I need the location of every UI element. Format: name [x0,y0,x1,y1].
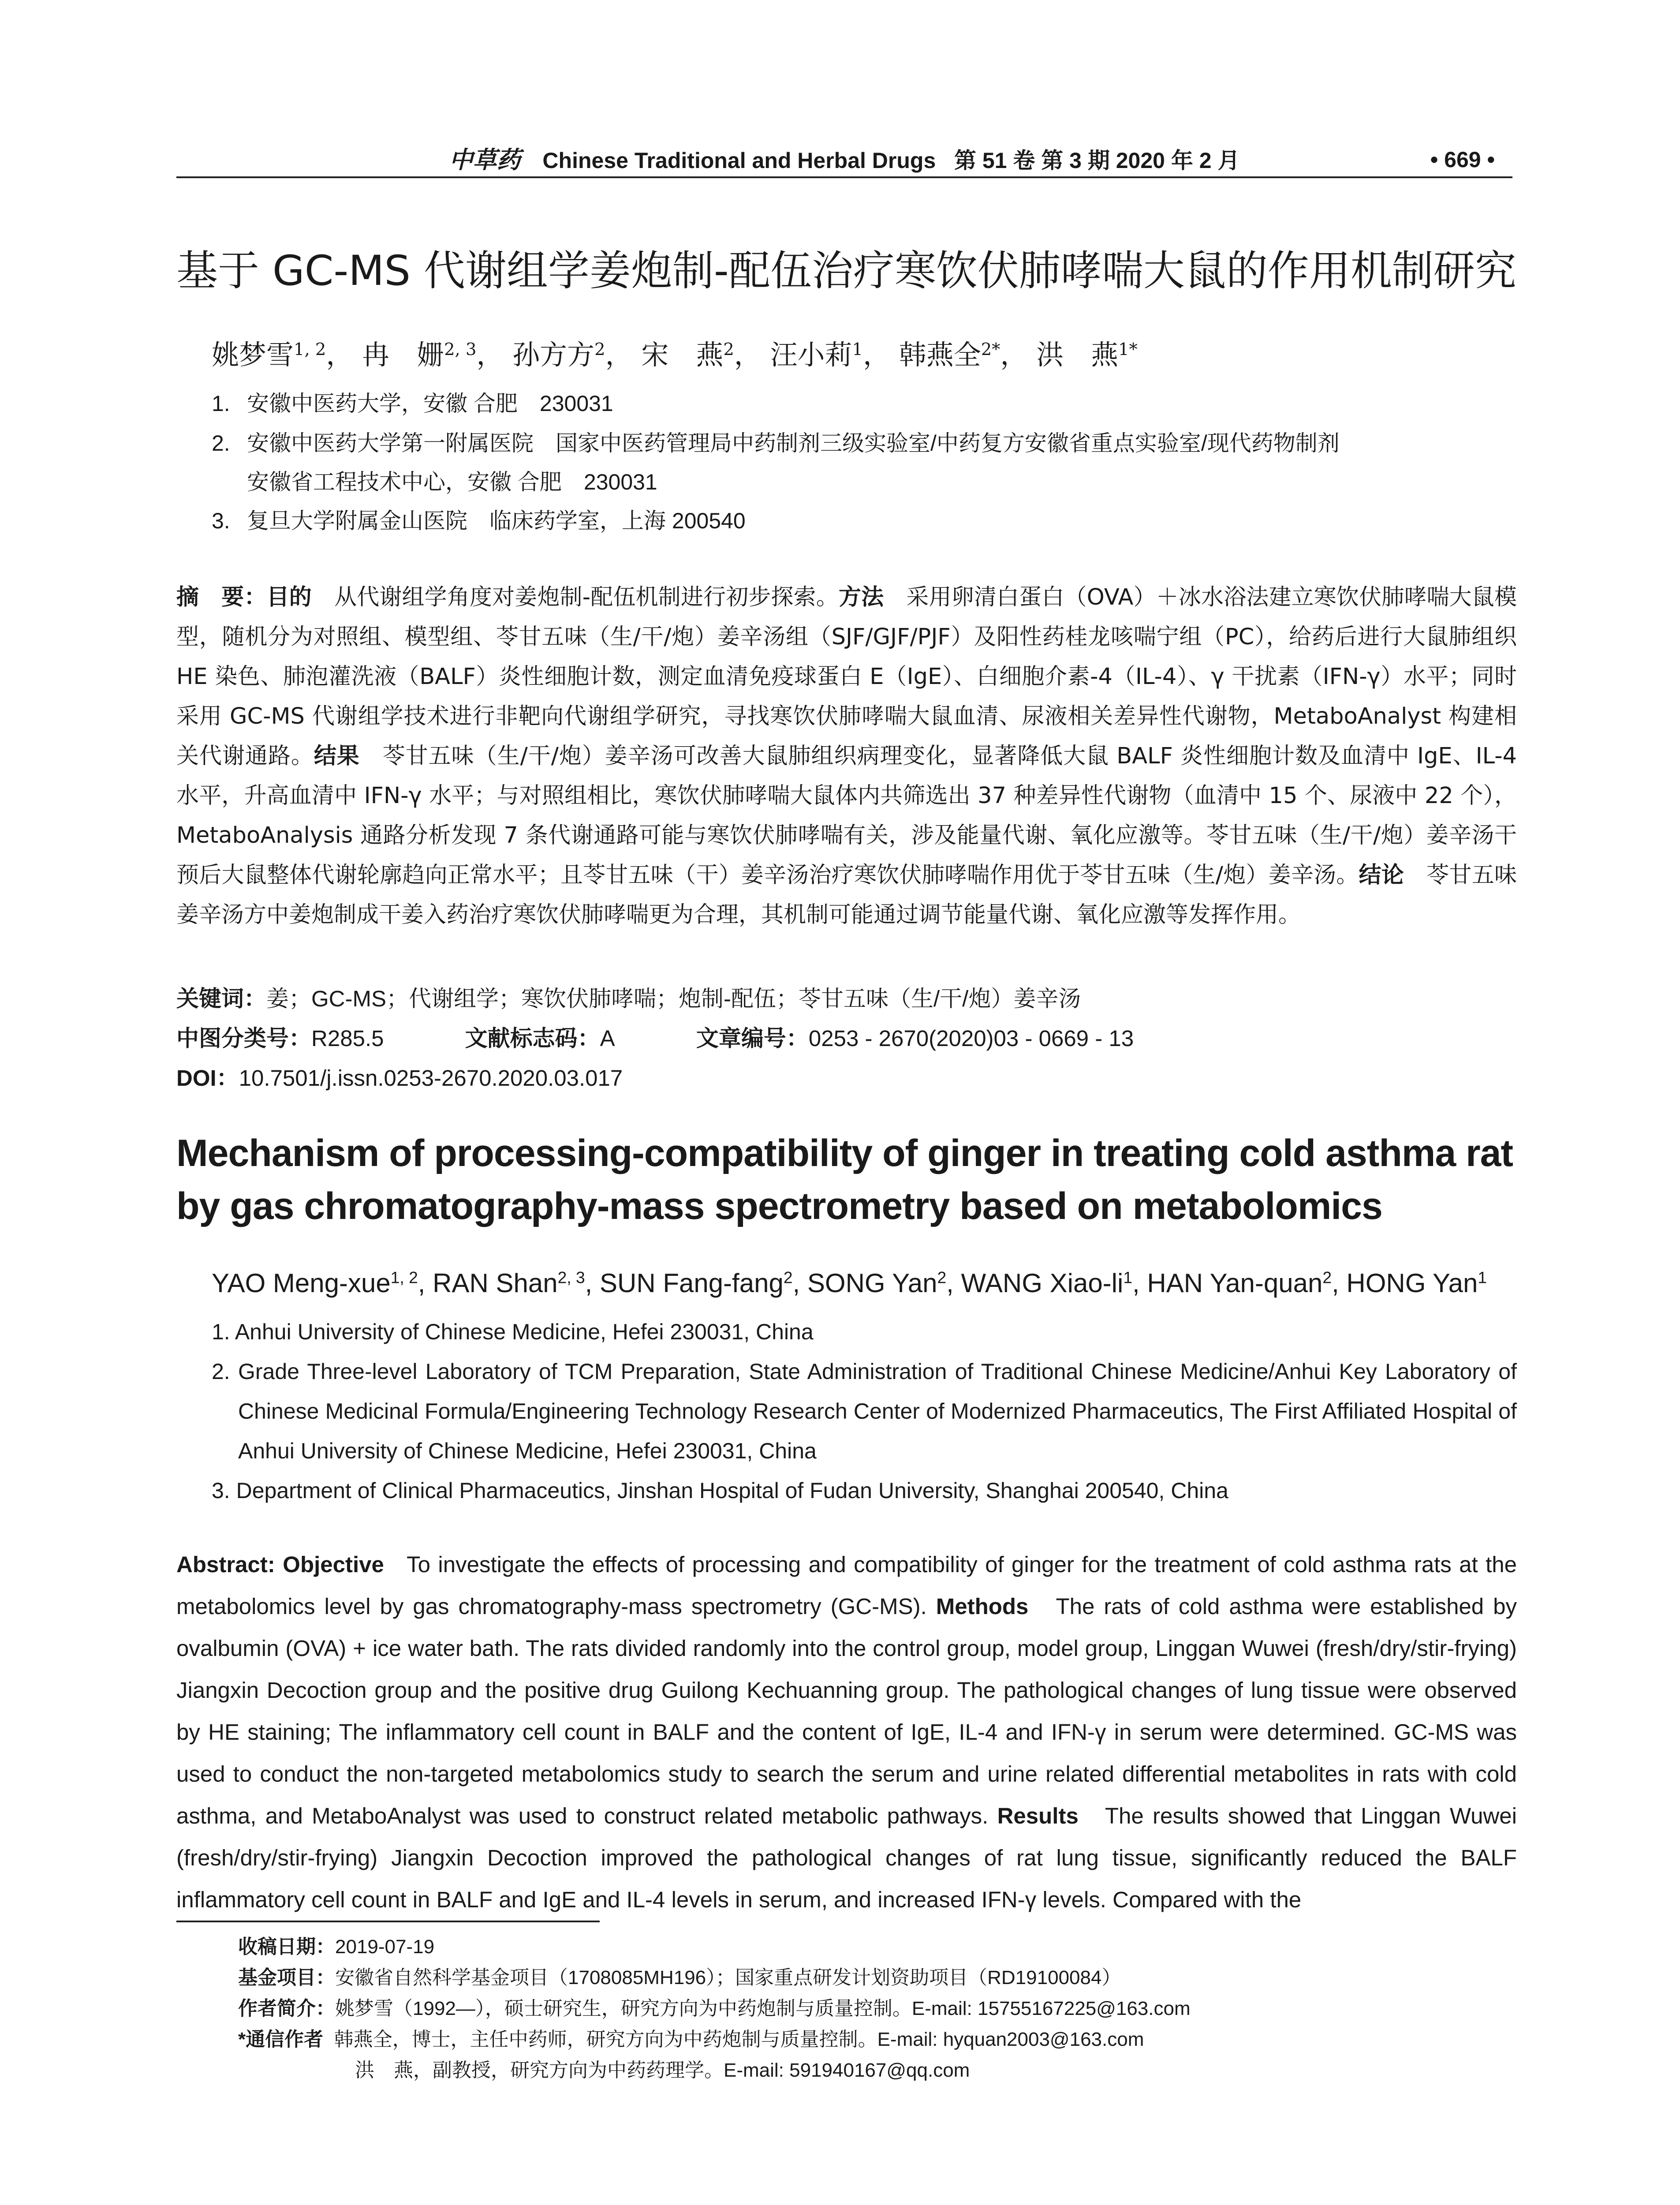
author-sup: 1, 2 [294,339,326,359]
journal-logo-cn: 中草药 [449,146,521,174]
author-cn: 姚梦雪 [212,339,294,371]
page-number: • 669 • [1430,147,1495,172]
author-cn: 汪小莉 [770,339,852,371]
affiliation-en: 1. Anhui University of Chinese Medicine, Hefei 230031, China [212,1319,814,1344]
header-rule [176,176,1512,178]
abstract-label: 摘 要： [176,584,267,610]
affiliation-en: 3. Department of Clinical Pharmaceutics, Jinshan Hospital of Fudan University, Shanghai 200540, China [212,1478,1228,1503]
conclusion-label: 结论 [1359,862,1404,888]
corresponding-author-2: 洪 燕，副教授，研究方向为中药药理学。E-mail: 591940167@qq.com [355,2059,970,2081]
results-label: 结果 [314,743,360,769]
affiliation-cn: 1. 安徽中医药大学，安徽 合肥 230031 [212,391,613,416]
footnote-rule [176,1921,600,1922]
affiliations-en [212,1312,1517,1510]
methods-en-label: Methods [936,1594,1029,1619]
objective-en-label: Objective [283,1552,384,1577]
author-sup: 2* [981,339,1001,359]
objective-text: 从代谢组学角度对姜炮制-配伍机制进行初步探索。 [334,584,839,610]
objective-label: 目的 [266,584,312,610]
author-cn: 孙方方 [512,339,595,371]
classification: 中图分类号：R285.5 文献标志码：A 文章编号：0253 - 2670(2020)03 - 0669 - 13 [176,1026,1134,1051]
keywords [176,979,1081,1019]
methods-label: 方法 [838,584,884,610]
received-date: 收稿日期：2019-07-19 [238,1936,435,1958]
author-bio: 作者简介：姚梦雪（1992—），硕士研究生，研究方向为中药炮制与质量控制。E-mail: 15755167225@163.com [238,1998,1191,2019]
conclusion-text: 苓甘五味姜辛汤方中姜炮制成干姜入药治疗寒饮伏肺哮喘更为合理，其机制可能通过调节能量代谢、氧化应激等发挥作用。 [176,862,1517,928]
keywords-text: 姜；GC-MS；代谢组学；寒饮伏肺哮喘；炮制-配伍；苓甘五味（生/干/炮）姜辛汤 [266,986,1081,1011]
author-sup: 1 [852,339,863,359]
running-header [176,142,1512,177]
doc-code: A [600,1026,615,1051]
journal-name-en: Chinese Traditional and Herbal Drugs [542,148,936,173]
author-cn: 冉 姗 [362,339,444,371]
author-sup: 2, 3 [444,339,477,359]
title-cn: 基于 GC-MS 代谢组学姜炮制-配伍治疗寒饮伏肺哮喘大鼠的作用机制研究 [176,247,1516,295]
affiliation-cn: 3. 复旦大学附属金山医院 临床药学室，上海 200540 [212,508,746,533]
authors-en: YAO Meng-xue$^{1, 2}$, RAN Shan$^{2, 3}$, SUN Fang-fang$^2$, SONG Yan$^2$, WANG Xiao-$li^1$, HAN Yan-quan$^2$, HONG Yan$^1$ [212,1268,1487,1298]
journal-name [176,142,1512,178]
affiliation-cn-continued: 安徽省工程技术中心，安徽 合肥 230031 [247,470,657,494]
results-text: 苓甘五味（生/干/炮）姜辛汤可改善大鼠肺组织病理变化，显著降低大鼠 BALF 炎性细胞计数及血清中 IgE、IL-4 水平，升高血清中 IFN-γ 水平；与对照组相比，寒饮伏肺哮喘大鼠体内共筛选出 37 种差异性代谢物（血清中 15 个、尿液中 22 个），MetaboAnalysis 通路分析发现 7 条代谢通路可能与寒饮伏肺哮喘有关，涉及能量代谢、氧化应激等。苓甘五味（生/干/炮）姜辛汤干预后大鼠整体代谢轮廓趋向正常水平；且苓甘五味（干）姜辛汤治疗寒饮伏肺哮喘作用优于苓甘五味（生/炮）姜辛汤。 [176,743,1517,888]
methods-text: 采用卵清白蛋白（OVA）＋冰水浴法建立寒饮伏肺哮喘大鼠模型，随机分为对照组、模型组、苓甘五味（生/干/炮）姜辛汤组（SJF/GJF/PJF）及阳性药桂龙咳喘宁组（PC），给药后进行大鼠肺组织 HE 染色、肺泡灌洗液（BALF）炎性细胞计数，测定血清免疫球蛋白 E（IgE）、白细胞介素-4（IL-4）、γ 干扰素（IFN-γ）水平；同时采用 GC-MS 代谢组学技术进行非靶向代谢组学研究，寻找寒饮伏肺哮喘大鼠血清、尿液相关差异性代谢物，MetaboAnalyst 构建相关代谢通路。 [176,584,1517,769]
author-sup: 1* [1118,339,1138,359]
corresponding-author: *通信作者 韩燕全，博士，主任中药师，研究方向为中药炮制与质量控制。E-mail: hyquan2003@163.com [238,2029,1144,2050]
doi-label: DOI： [176,1065,239,1091]
abstract-en-label: Abstract: [176,1552,275,1577]
abstract-cn [176,578,1517,935]
article-number: 0253 - 2670(2020)03 - 0669 - 13 [808,1026,1134,1051]
fund-info: 基金项目：安徽省自然科学基金项目（1708085MH196）；国家重点研发计划资助项目（RD19100084） [238,1967,1121,1988]
doi-value: 10.7501/j.issn.0253-2670.2020.03.017 [239,1065,623,1091]
title-en: Mechanism of processing-compatibility of ginger in treating cold asthma rat by gas chromatography-mass spectrometry based on metabolomics [176,1132,1513,1227]
clc-code: R285.5 [311,1026,384,1051]
author-sup: 2 [594,339,605,359]
author-sup: 2 [723,339,734,359]
affiliation-en: 2. Grade Three-level Laboratory of TCM Preparation, State Administration of Traditional Chinese Medicine/Anhui Key Laboratory of Chinese Medicinal Formula/Engineering Technology Research Center of Modernized Pharmaceutics, The First Affiliated Hospital of Anhui University of Chinese Medicine, Hefei 230031, China [212,1359,1517,1463]
keywords-label: 关键词： [176,986,267,1011]
author-cn: 宋 燕 [641,339,724,371]
footnotes [238,1932,1191,2086]
author-cn: 洪 燕 [1036,339,1119,371]
results-en-label: Results [997,1803,1079,1828]
doi [176,1058,623,1098]
affiliation-cn: 2. 安徽中医药大学第一附属医院 国家中医药管理局中药制剂三级实验室/中药复方安徽省重点实验室/现代药物制剂 [212,431,1340,456]
abstract-en: Abstract: Objective To investigate the effects of processing and compatibility of ginger for the treatment of cold asthma rats at the metabolomics level by gas chromatography-mass spectrometry (GC-MS). Methods The rats of cold asthma were established by ovalbumin (OVA) + ice water bath. The rats divided randomly into the control group, model group, Linggan Wuwei (fresh/dry/stir-frying) Jiangxin Decoction group and the positive drug Guilong Kechuanning group. The pathological changes of lung tissue were observed by HE staining; The inflammatory cell count in BALF and the content of IgE, IL-4 and IFN-γ in serum were determined. GC-MS was used to conduct the non-targeted metabolomics study to search the serum and urine related differential metabolites in rats with cold asthma, and MetaboAnalyst was used to construct related metabolic pathways. Results The results showed that Linggan Wuwei (fresh/dry/stir-frying) Jiangxin Decoction improved the pathological changes of rat lung tissue, significantly reduced the BALF inflammatory cell count in BALF and IgE and IL-4 levels in serum, and increased IFN-γ levels. Compared with the [176,1552,1517,1912]
author-cn: 韩燕全 [899,339,981,371]
authors-cn: 姚梦雪$^{1, 2}$， 冉 姗$^{2, 3}$， 孙方方$^2$， 宋 燕$^2$， 汪小莉$^1$， 韩燕全$^{2*}$， 洪 燕$^{1*}$ [212,339,1138,371]
volume-issue: 第 51 卷 第 3 期 2020 年 2 月 [954,148,1240,173]
